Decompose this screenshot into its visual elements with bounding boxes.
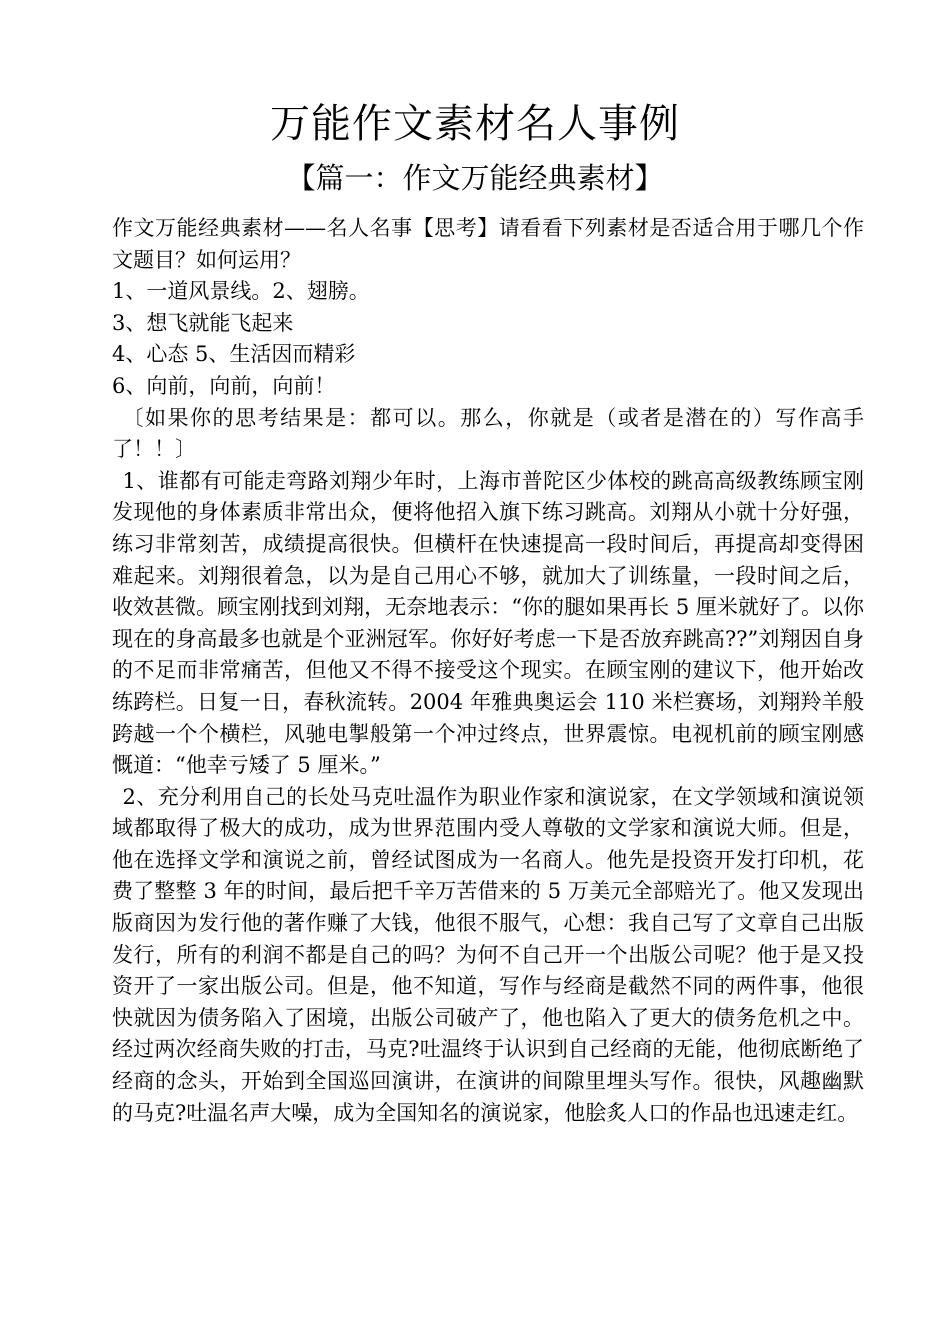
topic-line-3: 4、心态 5、生活因而精彩 — [112, 342, 356, 367]
document-title: 万能作文素材名人事例 — [270, 101, 680, 147]
topic-line-2: 3、想飞就能飞起来 — [112, 310, 294, 335]
example-paragraph-1: 1、谁都有可能走弯路刘翔少年时，上海市普陀区少体校的跳高高级教练顾宝刚发现他的身体素质非常出众，便将他招入旗下练习跳高。刘翔从小就十分好强，练习非常刻苦，成绩提高很快。但横杆在快速提高一段时间后，再提高却变得困难起来。刘翔很着急，以为是自己用心不够，就加大了训练量，一段时间之后，收效甚微。顾宝刚找到刘翔，无奈地表示：“你的腿如果再长 5 厘米就好了。以你现在的身高最多也就是个亚洲冠军。你好好考虑一下是否放弃跳高??”刘翔因自身的不足而非常痛苦，但他又不得不接受这个现实。在顾宝刚的建议下，他开始改练跨栏。日复一日，春秋流转。2004 年雅典奥运会 110 米栏赛场，刘翔羚羊般跨越一个个横栏，风驰电掣般第一个冲过终点，世界震惊。电视机前的顾宝刚感慨道：“他幸亏矮了 5 厘米。” — [112, 468, 864, 778]
intro-paragraph: 作文万能经典素材——名人名事【思考】请看看下列素材是否适合用于哪几个作文题目？如何运用？ — [112, 216, 864, 272]
document-subtitle: 【篇一：作文万能经典素材】 — [286, 161, 664, 195]
example-paragraph-2: 2、充分利用自己的长处马克吐温作为职业作家和演说家，在文学领域和演说领域都取得了极大的成功，成为世界范围内受人尊敬的文学家和演说大师。但是，他在选择文学和演说之前，曾经试图成为一名商人。他先是投资开发打印机，花费了整整 3 年的时间，最后把千辛万苦借来的 5 万美元全部赔光了。他又发现出版商因为发行他的著作赚了大钱，他很不服气，心想：我自己写了文章自己出版发行，所有的利润不都是自己的吗？为何不自己开一个出版公司呢？他于是又投资开了一家出版公司。但是，他不知道，写作与经商是截然不同的两件事，他很快就因为债务陷入了困境，出版公司破产了，他也陷入了更大的债务危机之中。经过两次经商失败的打击，马克?吐温终于认识到自己经商的无能，他彻底断绝了经商的念头，开始到全国巡回演讲，在演讲的间隙里埋头写作。很快，风趣幽默的马克?吐温名声大噪，成为全国知名的演说家，他脍炙人口的作品也迅速走红。 — [112, 784, 864, 1125]
topic-line-1: 1、一道风景线。2、翅膀。 — [112, 279, 370, 304]
document-body — [112, 213, 864, 1129]
hint-paragraph: 〔如果你的思考结果是：都可以。那么，你就是（或者是潜在的）写作高手了！！〕 — [112, 405, 864, 462]
topic-line-4: 6、向前，向前，向前！ — [112, 373, 336, 398]
